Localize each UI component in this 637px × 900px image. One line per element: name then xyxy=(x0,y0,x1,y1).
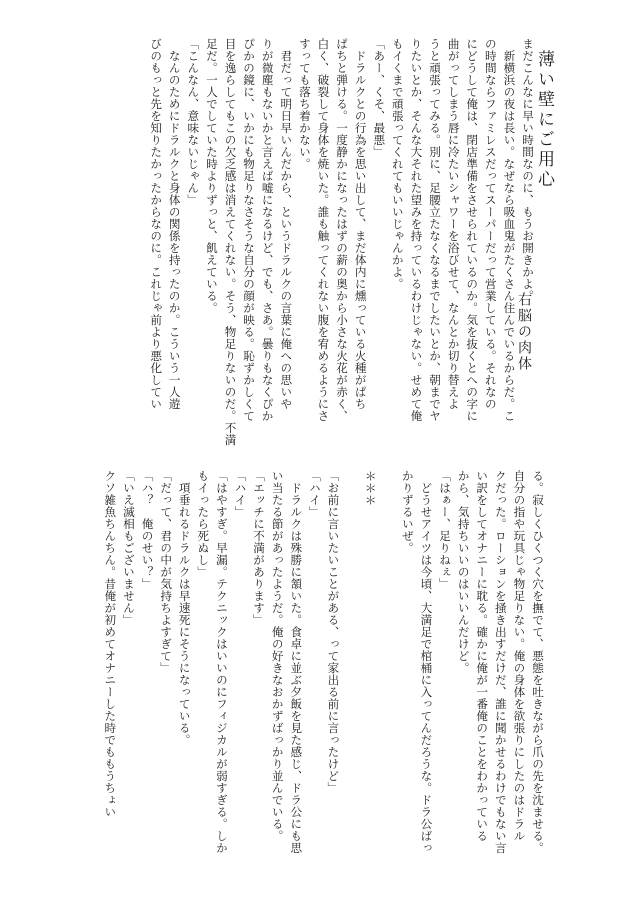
upper-text-block: まだこんなに早い時間なのに、もうお開きかよ。 新横浜の夜は長い。なぜなら吸血鬼がたくさん住んでいるからだ。こ の時間ならファミレスだってスーパーだって営業している。それなの にどうして俺は、閉店準備をさせられているのか。気を抜くとへの字に 曲がってしまう唇に冷たいシャワーを浴びせて、なんとか切り替えよ うと頑張ってみる。別に、足腰立たなくなるまでしたいとか、朝までヤ りたいとか、そんな大それた望みを持っているわけじゃない。せめて俺 もイくまで頑張ってくれてもいいじゃんかよ。 「あー、くそ、最悪」 ドラルクとの行為を思い出して、まだ体内に燻っている火種がぱち ぱちと弾ける。一度静かになったはずの薪の奥から小さな火花が赤く、 白く、破裂して身体を焼いた。誰も触ってくれない腹を宥めるようにさ すっても落ち着かない。 君だって明日早いんだから、というドラルクの言葉に俺への思いや りが微塵もないかと言えば嘘になるけど、でも、さあ。曇りもなくぴか ぴかの鏡に、いかにも物足りなさそうな自分の顔が映る。恥ずかしくて 目を逸らしてもこの欠乏感は消えてくれない。そう、物足りないのだ。不満 足だ。一人でしていた時よりずっと、飢えている。 「こんなん、意味ないじゃん」 なんのためにドラルクと身体の関係を持ったのか。こういう一人遊 びのもっと先を知りたかったからなのに。これじゃ前より悪化してい xyxy=(149,38,535,446)
author-name: 右脳の肉体 xyxy=(516,292,532,372)
story-title: 薄い壁にご用心 xyxy=(534,50,554,190)
lower-text-block: る。寂しくひくつく穴を撫でて、悪態を吐きながら爪の先を沈ませる。 自分の指や玩具じゃ物足りない。俺の身体を欲張りにしたのはドラル クだった。ローションを掻き出すだけだ、誰に聞かせるわけでもない言 い訳をしてオナニーに耽る。確かに俺が一番俺のことをわかっている から、気持ちいいのはいいんだけど。 「はぁー、足りねぇ」 どうせアイツは今頃、大満足で棺桶に入ってんだろうな。ドラ公ばっ かりずるいぜ。 ＊＊＊ 「お前に言いたいことがある、って家出る前に言ったけど」 「ハイ」 ドラルクは殊勝に頷いた。食卓に並ぶ夕飯を見た感じ、ドラ公にも思 い当たる節があったようだ。俺の好きなおかずばっかり並んでいる。 「エッチに不満があります」 「ハイ」 「はやすぎ。早漏。テクニックはいいのにフィジカルが弱すぎる。しか もイったら死ぬし」 項垂れるドラルクは早速死にそうになっている。 「だって、君の中が気持ちよすぎて」 「ハ？ 俺のせい？」 「いえ滅相もございません」 クソ雑魚ちんちん。昔俺が初めてオナニーした時でももうちょい xyxy=(103,470,545,854)
